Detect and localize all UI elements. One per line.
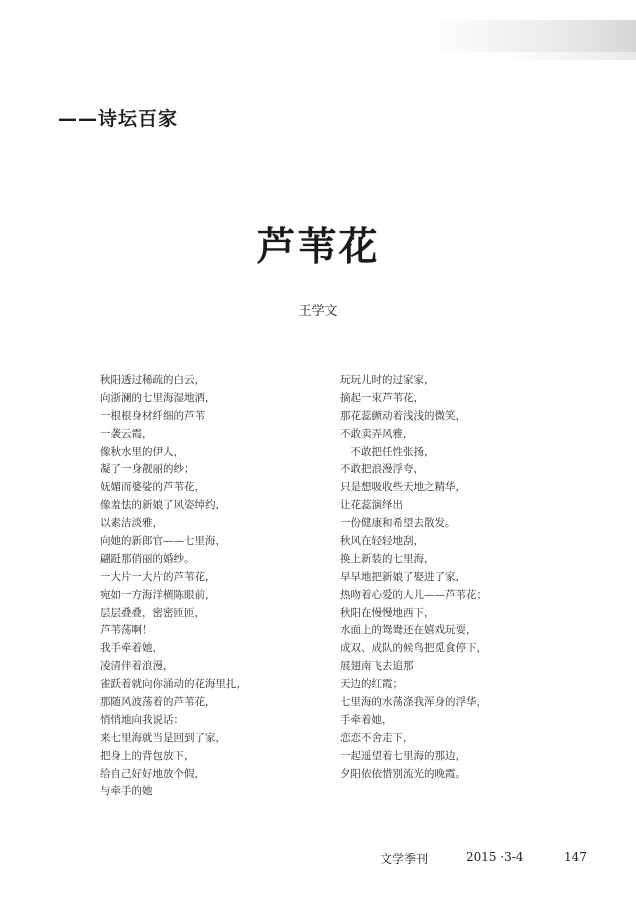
poem-line: 玩玩儿时的过家家， — [340, 374, 435, 386]
poem-title: 芦苇花 — [256, 225, 380, 270]
poem-line: 我手牵着她， — [100, 642, 163, 655]
issue-number: 2015 ·3-4 — [466, 850, 524, 864]
magazine-name: 文学季刊 — [380, 852, 429, 866]
poem-line: 宛如一方海洋横陈眼前， — [100, 588, 216, 601]
poem-line: 手牵着她， — [340, 713, 393, 726]
poem-line: 秋风在轻轻地刮， — [340, 535, 424, 548]
poem-line: 那花蕊颤动着浅浅的微笑， — [340, 409, 466, 422]
section-label: ——诗坛百家 — [58, 108, 179, 130]
poem-line: 以素洁淡雅， — [100, 517, 163, 530]
scan-artifact — [426, 20, 636, 52]
poem-line: 不敢把浪漫浮夸， — [340, 463, 424, 476]
poem-line: 天边的红霞； — [340, 678, 403, 691]
poem-line: 摘起一束芦苇花， — [340, 391, 424, 404]
poem-line: 秋阳透过稀疏的白云， — [100, 374, 205, 386]
poem-line: 雀跃着就向你涌动的花海里扎， — [100, 678, 247, 691]
poem-line: 翩跹那俏丽的婚纱。 — [100, 552, 195, 565]
poem-line: 来七里海就当是回到了家， — [100, 731, 226, 744]
poem-line: 成双、成队的候鸟把觅食停下， — [340, 642, 487, 655]
poem-line: 一袭云霞， — [100, 427, 153, 440]
poem-line: 悄悄地向我说话： — [100, 713, 184, 726]
poem-line: 给自己好好地放个假， — [100, 767, 205, 780]
poem-line: 凌清伴着浪漫， — [100, 660, 174, 673]
poem-line: 那随风波荡着的芦苇花， — [100, 696, 216, 709]
scan-artifact — [496, 52, 636, 60]
poem-line: 一份健康和希望去散发。 — [340, 517, 456, 530]
poem-line: 与牵手的她 — [100, 785, 153, 798]
poem-line: 不敢把任性张扬， — [340, 445, 435, 458]
poem-line: 秋阳在慢慢地西下， — [340, 606, 435, 619]
poem-column-left — [100, 372, 310, 801]
poem-line: 向她的新郎官——七里海， — [100, 535, 226, 548]
poem-line: 层层叠叠，密密匝匝， — [100, 606, 205, 619]
page-number: 147 — [564, 850, 587, 864]
poem-line: 妩媚而婆娑的芦苇花， — [100, 481, 205, 494]
poem-line: 展翅南飞去追那 — [340, 660, 414, 673]
poem-line: 夕阳依依惜别流光的晚霞。 — [340, 767, 466, 780]
poem-line: 只是想吸收些天地之精华， — [340, 481, 466, 494]
poem-line: 水面上的鸳鸯还在嬉戏玩耍， — [340, 624, 477, 637]
poem-line: 热吻着心爱的人儿——芦苇花； — [340, 588, 487, 601]
poem-column-right — [340, 372, 570, 783]
poem-line: 把身上的背包放下， — [100, 749, 195, 762]
poem-line: 一起遥望着七里海的那边， — [340, 749, 466, 762]
poem-line: 一根根身材纤细的芦苇 — [100, 409, 205, 422]
poem-line: 让花蕊演绎出 — [340, 499, 403, 512]
poem-line: 凝了一身靓丽的纱； — [100, 463, 195, 476]
poem-line: 换上新装的七里海， — [340, 552, 435, 565]
poem-line: 恋恋不舍走下， — [340, 731, 414, 744]
poem-line: 像秋水里的伊人， — [100, 445, 184, 458]
poem-line: 七里海的水荡涤我浑身的浮华， — [340, 696, 487, 709]
poem-line: 向浙澜的七里海湿地洒， — [100, 391, 216, 404]
poem-line: 早早地把新娘了娶进了家， — [340, 570, 466, 583]
poem-line: 不敢卖弄风雅， — [340, 427, 414, 440]
poem-line: 一大片一大片的芦苇花， — [100, 570, 216, 583]
poem-line: 像羞怯的新娘了风姿绰约， — [100, 499, 226, 512]
poem-line: 芦苇荡啊！ — [100, 624, 153, 637]
poem-author: 王学文 — [298, 304, 338, 319]
